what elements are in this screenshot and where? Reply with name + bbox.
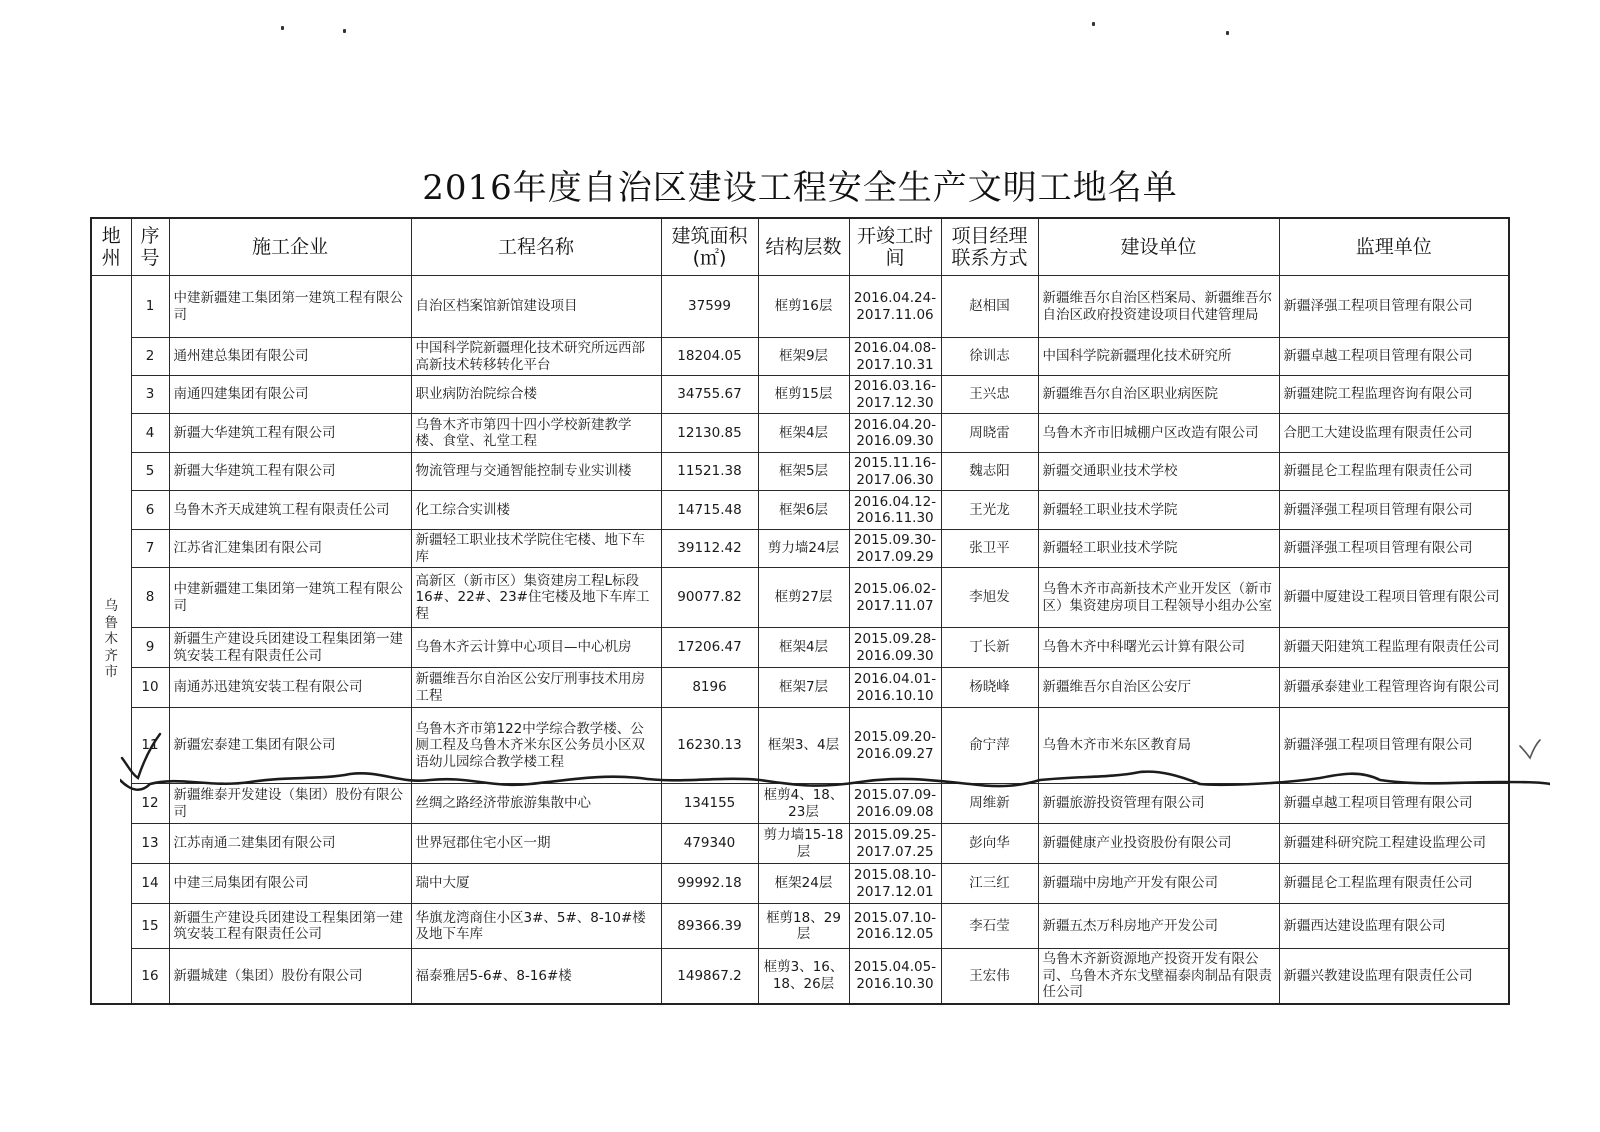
owner-cell: 中国科学院新疆理化技术研究所: [1038, 338, 1279, 376]
manager-cell: 张卫平: [941, 530, 1038, 568]
header-supervisor: 监理单位: [1279, 218, 1509, 276]
project-cell: 中国科学院新疆理化技术研究所远西部高新技术转移转化平台: [411, 338, 661, 376]
structure-cell: 框架4层: [758, 628, 849, 668]
period-cell: 2015.04.05- 2016.10.30: [849, 949, 941, 1004]
table-row: [91, 708, 1509, 784]
project-cell: 高新区（新市区）集资建房工程L标段16#、22#、23#住宅楼及地下车库工程: [411, 568, 661, 628]
area-cell: 14715.48: [661, 491, 758, 530]
project-cell: 乌鲁木齐市第四十四小学校新建教学楼、食堂、礼堂工程: [411, 414, 661, 453]
owner-cell: 新疆维吾尔自治区公安厅: [1038, 668, 1279, 708]
table-row: [91, 376, 1509, 414]
header-seq: 序号: [131, 218, 169, 276]
supervisor-cell: 新疆天阳建筑工程监理有限责任公司: [1279, 628, 1509, 668]
header-period: 开竣工时间: [849, 218, 941, 276]
scan-speck: [343, 29, 346, 33]
structure-cell: 框剪4、18、23层: [758, 784, 849, 824]
header-region: 地州: [91, 218, 131, 276]
period-cell: 2015.09.28- 2016.09.30: [849, 628, 941, 668]
structure-cell: 框剪16层: [758, 276, 849, 338]
seq-cell: 5: [131, 453, 169, 491]
owner-cell: 新疆维吾尔自治区职业病医院: [1038, 376, 1279, 414]
contractor-cell: 江苏省汇建集团有限公司: [169, 530, 411, 568]
area-cell: 37599: [661, 276, 758, 338]
contractor-cell: 新疆维泰开发建设（集团）股份有限公司: [169, 784, 411, 824]
owner-cell: 新疆轻工职业技术学院: [1038, 530, 1279, 568]
manager-cell: 王兴忠: [941, 376, 1038, 414]
contractor-cell: 新疆大华建筑工程有限公司: [169, 414, 411, 453]
structure-cell: 框剪15层: [758, 376, 849, 414]
manager-cell: 赵相国: [941, 276, 1038, 338]
header-row: [91, 218, 1509, 276]
owner-cell: 新疆旅游投资管理有限公司: [1038, 784, 1279, 824]
contractor-cell: 新疆大华建筑工程有限公司: [169, 453, 411, 491]
contractor-cell: 中建新疆建工集团第一建筑工程有限公司: [169, 568, 411, 628]
contractor-cell: 新疆城建（集团）股份有限公司: [169, 949, 411, 1004]
manager-cell: 杨晓峰: [941, 668, 1038, 708]
period-cell: 2015.09.25- 2017.07.25: [849, 824, 941, 864]
structure-cell: 框剪3、16、18、26层: [758, 949, 849, 1004]
seq-cell: 11: [131, 708, 169, 784]
supervisor-cell: 新疆卓越工程项目管理有限公司: [1279, 338, 1509, 376]
project-cell: 物流管理与交通智能控制专业实训楼: [411, 453, 661, 491]
supervisor-cell: 新疆泽强工程项目管理有限公司: [1279, 491, 1509, 530]
structure-cell: 框架5层: [758, 453, 849, 491]
table-row: [91, 414, 1509, 453]
area-cell: 90077.82: [661, 568, 758, 628]
structure-cell: 框架9层: [758, 338, 849, 376]
structure-cell: 框架4层: [758, 414, 849, 453]
structure-cell: 框架3、4层: [758, 708, 849, 784]
table-row: [91, 824, 1509, 864]
manager-cell: 周维新: [941, 784, 1038, 824]
table-row: [91, 338, 1509, 376]
area-cell: 89366.39: [661, 904, 758, 949]
project-cell: 新疆轻工职业技术学院住宅楼、地下车库: [411, 530, 661, 568]
manager-cell: 王光龙: [941, 491, 1038, 530]
scan-speck: [1092, 22, 1095, 26]
period-cell: 2016.04.01- 2016.10.10: [849, 668, 941, 708]
supervisor-cell: 新疆昆仑工程监理有限责任公司: [1279, 453, 1509, 491]
contractor-cell: 新疆宏泰建工集团有限公司: [169, 708, 411, 784]
table-row: [91, 628, 1509, 668]
seq-cell: 12: [131, 784, 169, 824]
structure-cell: 框架24层: [758, 864, 849, 904]
supervisor-cell: 新疆承泰建业工程管理咨询有限公司: [1279, 668, 1509, 708]
supervisor-cell: 新疆昆仑工程监理有限责任公司: [1279, 864, 1509, 904]
project-cell: 自治区档案馆新馆建设项目: [411, 276, 661, 338]
seq-cell: 4: [131, 414, 169, 453]
project-cell: 化工综合实训楼: [411, 491, 661, 530]
owner-cell: 新疆健康产业投资股份有限公司: [1038, 824, 1279, 864]
structure-cell: 框剪18、29层: [758, 904, 849, 949]
area-cell: 12130.85: [661, 414, 758, 453]
structure-cell: 框架7层: [758, 668, 849, 708]
area-cell: 479340: [661, 824, 758, 864]
project-cell: 福泰雅居5-6#、8-16#楼: [411, 949, 661, 1004]
supervisor-cell: 新疆建科研究院工程建设监理公司: [1279, 824, 1509, 864]
seq-cell: 13: [131, 824, 169, 864]
table-row: [91, 949, 1509, 1004]
header-area: 建筑面积(㎡): [661, 218, 758, 276]
seq-cell: 14: [131, 864, 169, 904]
table-row: [91, 784, 1509, 824]
worksite-list-table: [90, 217, 1510, 1005]
period-cell: 2015.06.02- 2017.11.07: [849, 568, 941, 628]
manager-cell: 江三红: [941, 864, 1038, 904]
area-cell: 16230.13: [661, 708, 758, 784]
period-cell: 2015.09.30- 2017.09.29: [849, 530, 941, 568]
period-cell: 2016.04.20- 2016.09.30: [849, 414, 941, 453]
table-row: [91, 668, 1509, 708]
supervisor-cell: 新疆兴教建设监理有限责任公司: [1279, 949, 1509, 1004]
seq-cell: 2: [131, 338, 169, 376]
owner-cell: 乌鲁木齐中科曙光云计算有限公司: [1038, 628, 1279, 668]
owner-cell: 乌鲁木齐市高新技术产业开发区（新市区）集资建房项目工程领导小组办公室: [1038, 568, 1279, 628]
scan-speck: [281, 26, 284, 30]
owner-cell: 乌鲁木齐新资源地产投资开发有限公司、乌鲁木齐东戈壁福泰肉制品有限责任公司: [1038, 949, 1279, 1004]
area-cell: 8196: [661, 668, 758, 708]
project-cell: 丝绸之路经济带旅游集散中心: [411, 784, 661, 824]
manager-cell: 丁长新: [941, 628, 1038, 668]
period-cell: 2016.03.16- 2017.12.30: [849, 376, 941, 414]
table-row: [91, 491, 1509, 530]
area-cell: 99992.18: [661, 864, 758, 904]
project-cell: 华旗龙湾商住小区3#、5#、8-10#楼及地下车库: [411, 904, 661, 949]
owner-cell: 新疆五杰万科房地产开发公司: [1038, 904, 1279, 949]
manager-cell: 周晓雷: [941, 414, 1038, 453]
table-row: [91, 530, 1509, 568]
area-cell: 11521.38: [661, 453, 758, 491]
period-cell: 2015.11.16- 2017.06.30: [849, 453, 941, 491]
header-manager: 项目经理联系方式: [941, 218, 1038, 276]
manager-cell: 俞宁萍: [941, 708, 1038, 784]
checkmark-icon: [1518, 738, 1542, 760]
seq-cell: 6: [131, 491, 169, 530]
seq-cell: 1: [131, 276, 169, 338]
contractor-cell: 中建新疆建工集团第一建筑工程有限公司: [169, 276, 411, 338]
area-cell: 34755.67: [661, 376, 758, 414]
table-row: [91, 276, 1509, 338]
period-cell: 2015.09.20- 2016.09.27: [849, 708, 941, 784]
seq-cell: 10: [131, 668, 169, 708]
supervisor-cell: 新疆卓越工程项目管理有限公司: [1279, 784, 1509, 824]
header-structure: 结构层数: [758, 218, 849, 276]
supervisor-cell: 新疆中厦建设工程项目管理有限公司: [1279, 568, 1509, 628]
contractor-cell: 南通苏迅建筑安装工程有限公司: [169, 668, 411, 708]
project-cell: 乌鲁木齐云计算中心项目—中心机房: [411, 628, 661, 668]
area-cell: 149867.2: [661, 949, 758, 1004]
manager-cell: 魏志阳: [941, 453, 1038, 491]
seq-cell: 16: [131, 949, 169, 1004]
project-cell: 世界冠郡住宅小区一期: [411, 824, 661, 864]
seq-cell: 8: [131, 568, 169, 628]
area-cell: 134155: [661, 784, 758, 824]
owner-cell: 新疆交通职业技术学校: [1038, 453, 1279, 491]
area-cell: 39112.42: [661, 530, 758, 568]
contractor-cell: 江苏南通二建集团有限公司: [169, 824, 411, 864]
structure-cell: 剪力墙15-18层: [758, 824, 849, 864]
contractor-cell: 新疆生产建设兵团建设工程集团第一建筑安装工程有限责任公司: [169, 628, 411, 668]
contractor-cell: 中建三局集团有限公司: [169, 864, 411, 904]
header-owner: 建设单位: [1038, 218, 1279, 276]
supervisor-cell: 新疆泽强工程项目管理有限公司: [1279, 708, 1509, 784]
period-cell: 2015.07.09- 2016.09.08: [849, 784, 941, 824]
structure-cell: 框剪27层: [758, 568, 849, 628]
manager-cell: 李旭发: [941, 568, 1038, 628]
supervisor-cell: 新疆建院工程监理咨询有限公司: [1279, 376, 1509, 414]
period-cell: 2015.08.10- 2017.12.01: [849, 864, 941, 904]
owner-cell: 乌鲁木齐市旧城棚户区改造有限公司: [1038, 414, 1279, 453]
owner-cell: 乌鲁木齐市米东区教育局: [1038, 708, 1279, 784]
table-row: [91, 453, 1509, 491]
contractor-cell: 乌鲁木齐天成建筑工程有限责任公司: [169, 491, 411, 530]
manager-cell: 徐训志: [941, 338, 1038, 376]
supervisor-cell: 新疆泽强工程项目管理有限公司: [1279, 276, 1509, 338]
table-row: [91, 864, 1509, 904]
supervisor-cell: 新疆泽强工程项目管理有限公司: [1279, 530, 1509, 568]
project-cell: 职业病防治院综合楼: [411, 376, 661, 414]
period-cell: 2016.04.24- 2017.11.06: [849, 276, 941, 338]
structure-cell: 框架6层: [758, 491, 849, 530]
seq-cell: 3: [131, 376, 169, 414]
owner-cell: 新疆维吾尔自治区档案局、新疆维吾尔自治区政府投资建设项目代建管理局: [1038, 276, 1279, 338]
contractor-cell: 通州建总集团有限公司: [169, 338, 411, 376]
period-cell: 2016.04.08- 2017.10.31: [849, 338, 941, 376]
header-project: 工程名称: [411, 218, 661, 276]
manager-cell: 王宏伟: [941, 949, 1038, 1004]
header-contractor: 施工企业: [169, 218, 411, 276]
manager-cell: 李石莹: [941, 904, 1038, 949]
supervisor-cell: 新疆西达建设监理有限公司: [1279, 904, 1509, 949]
owner-cell: 新疆瑞中房地产开发有限公司: [1038, 864, 1279, 904]
owner-cell: 新疆轻工职业技术学院: [1038, 491, 1279, 530]
scan-speck: [1226, 31, 1229, 35]
area-cell: 18204.05: [661, 338, 758, 376]
contractor-cell: 新疆生产建设兵团建设工程集团第一建筑安装工程有限责任公司: [169, 904, 411, 949]
table-row: [91, 568, 1509, 628]
period-cell: 2015.07.10- 2016.12.05: [849, 904, 941, 949]
seq-cell: 15: [131, 904, 169, 949]
area-cell: 17206.47: [661, 628, 758, 668]
contractor-cell: 南通四建集团有限公司: [169, 376, 411, 414]
period-cell: 2016.04.12- 2016.11.30: [849, 491, 941, 530]
project-cell: 新疆维吾尔自治区公安厅刑事技术用房工程: [411, 668, 661, 708]
manager-cell: 彭向华: [941, 824, 1038, 864]
seq-cell: 7: [131, 530, 169, 568]
project-cell: 乌鲁木齐市第122中学综合教学楼、公厕工程及乌鲁木齐米东区公务员小区双语幼儿园综合教学楼工程: [411, 708, 661, 784]
table-row: [91, 904, 1509, 949]
seq-cell: 9: [131, 628, 169, 668]
structure-cell: 剪力墙24层: [758, 530, 849, 568]
region-cell: 乌鲁木齐市: [91, 276, 131, 1004]
project-cell: 瑞中大厦: [411, 864, 661, 904]
supervisor-cell: 合肥工大建设监理有限责任公司: [1279, 414, 1509, 453]
document-title: 2016年度自治区建设工程安全生产文明工地名单: [422, 168, 1178, 208]
